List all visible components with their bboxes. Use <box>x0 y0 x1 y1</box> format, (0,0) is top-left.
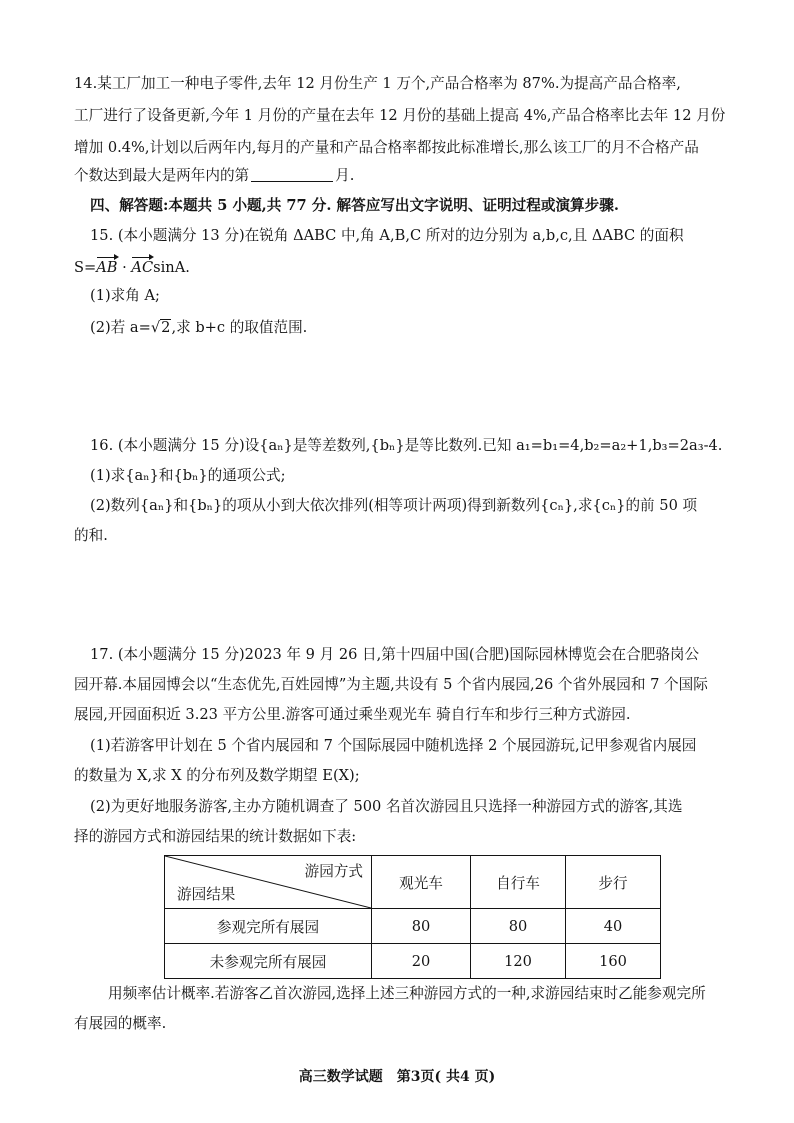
table-cell: 120 <box>471 944 566 979</box>
column-header: 观光车 <box>372 856 471 909</box>
q16-part-1: (1)求{aₙ}和{bₙ}的通项公式; <box>90 467 286 484</box>
q14-line-1: 14.某工厂加工一种电子零件,去年 12 月份生产 1 万个,产品合格率为 87%.为提高产品合格率, <box>74 75 681 92</box>
column-header: 自行车 <box>471 856 566 909</box>
table-cell: 20 <box>372 944 471 979</box>
table-cell: 160 <box>566 944 661 979</box>
q14-line-3: 增加 0.4%,计划以后两年内,每月的产量和产品合格率都按此标准增长,那么该工厂的月不合格产品 <box>74 139 699 156</box>
q17-line-3: 展园,开园面积近 3.23 平方公里.游客可通过乘坐观光车 骑自行车和步行三种方式游园. <box>74 706 631 723</box>
q16-part-2-line-1: (2)数列{aₙ}和{bₙ}的项从小到大依次排列(相等项计两项)得到新数列{cₙ},求{cₙ}的前 50 项 <box>90 497 698 514</box>
q17-part-2-line-1: (2)为更好地服务游客,主办方随机调查了 500 名首次游园且只选择一种游园方式的游客,其选 <box>90 798 683 815</box>
q15-formula-s: S= <box>74 259 97 276</box>
q17-part-2-line-2: 择的游园方式和游园结果的统计数据如下表: <box>74 828 357 845</box>
q14-line-4-tail: 月. <box>335 167 355 184</box>
q15-part-2-text: (2)若 a= <box>90 319 151 336</box>
table-row <box>165 944 661 979</box>
table-cell: 80 <box>471 909 566 944</box>
q15-formula <box>74 256 190 278</box>
q16-line-1: 16. (本小题满分 15 分)设{aₙ}是等差数列,{bₙ}是等比数列.已知 a₁=b₁=4,b₂=a₂+1,b₃=2a₃-4. <box>90 437 723 454</box>
q17-line-2: 园开幕.本届园博会以“生态优先,百姓园博”为主题,共设有 5 个省内展园,26 个省外展园和 7 个国际 <box>74 676 708 693</box>
sqrt-symbol: √ <box>150 319 161 336</box>
q17-part-1-line-2: 的数量为 X,求 X 的分布列及数学期望 E(X); <box>74 767 360 784</box>
vector-ab: AB <box>96 256 117 278</box>
q15-formula-tail: sinA. <box>153 259 190 276</box>
table-row <box>165 909 661 944</box>
q15-part-2 <box>90 318 307 338</box>
q17-after-line-1: 用频率估计概率.若游客乙首次游园,选择上述三种游园方式的一种,求游园结束时乙能参观完所 <box>108 985 706 1002</box>
row-label: 参观完所有展园 <box>165 909 372 944</box>
q14-line-4 <box>74 166 354 186</box>
q14-line-4-text: 个数达到最大是两年内的第 <box>74 167 250 184</box>
answer-blank[interactable] <box>251 167 333 182</box>
q15-part-1: (1)求角 A; <box>90 287 160 304</box>
vector-ac: AC <box>131 256 153 278</box>
corner-row-heading: 游园结果 <box>177 886 236 903</box>
q15-formula-dot: · <box>117 259 132 276</box>
page-footer: 高三数学试题 第3页( 共4 页) <box>298 1069 496 1085</box>
q17-line-1: 17. (本小题满分 15 分)2023 年 9 月 26 日,第十四届中国(合肥)国际园林博览会在合肥骆岗公 <box>90 646 700 663</box>
q16-part-2-line-2: 的和. <box>74 527 108 544</box>
q15-part-2-tail: ,求 b+c 的取值范围. <box>171 319 308 336</box>
q17-after-line-2: 有展园的概率. <box>74 1015 167 1032</box>
corner-column-heading: 游园方式 <box>304 863 363 880</box>
q14-line-2: 工厂进行了设备更新,今年 1 月份的产量在去年 12 月份的基础上提高 4%,产品合格率比去年 12 月份 <box>74 107 726 124</box>
table-header-row <box>165 856 661 909</box>
q17-part-1-line-1: (1)若游客甲计划在 5 个省内展园和 7 个国际展园中随机选择 2 个展园游玩,记甲参观省内展园 <box>90 737 697 754</box>
column-header: 步行 <box>566 856 661 909</box>
table-corner-cell <box>165 856 372 909</box>
section-4-heading: 四、解答题:本题共 5 小题,共 77 分. 解答应写出文字说明、证明过程或演算步骤. <box>90 197 619 214</box>
row-label: 未参观完所有展园 <box>165 944 372 979</box>
sqrt-radicand: 2 <box>161 319 171 336</box>
table-cell: 40 <box>566 909 661 944</box>
stats-table <box>164 855 661 979</box>
table-cell: 80 <box>372 909 471 944</box>
q15-line-1: 15. (本小题满分 13 分)在锐角 ΔABC 中,角 A,B,C 所对的边分别为 a,b,c,且 ΔABC 的面积 <box>90 227 684 244</box>
